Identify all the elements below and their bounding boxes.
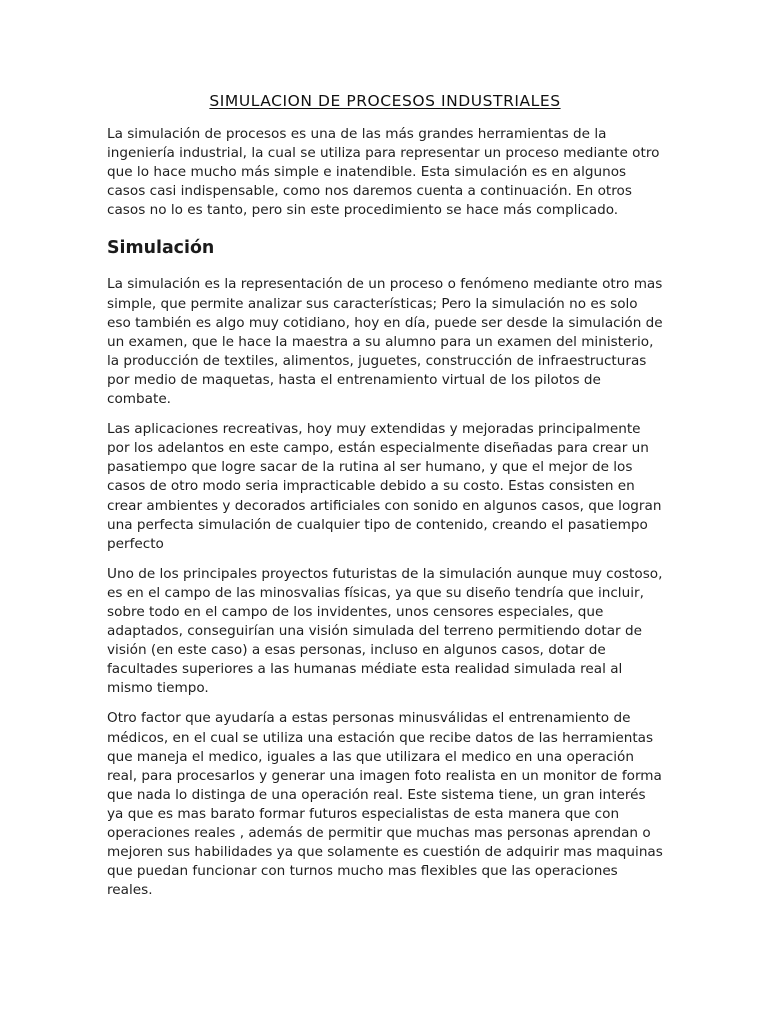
intro-paragraph: La simulación de procesos es una de las más grandes herramientas de la ingeniería industrial, la cual se utiliza para representar un proceso mediante otro que lo hace mucho más simple e inatendible. Esta simulación es en algunos casos casi indispensable, como nos daremos cuenta a continuación. En otros casos no lo es tanto, pero sin este procedimiento se hace más complicado. xyxy=(107,126,660,219)
document-page xyxy=(107,88,663,900)
body-paragraph: Uno de los principales proyectos futuristas de la simulación aunque muy costoso, es en el campo de las minosvalias físicas, ya que su diseño tendría que incluir, sobre todo en el campo de los invidentes, unos censores especiales, que adaptados, conseguirían una visión simulada del terreno permitiendo dotar de visión (en este caso) a esas personas, incluso en algunos casos, dotar de facultades superiores a las humanas médiate esta realidad simulada real al mismo tiempo. xyxy=(107,565,663,697)
body-paragraph: Otro factor que ayudaría a estas personas minusválidas el entrenamiento de médicos, en el cual se utiliza una estación que recibe datos de las herramientas que maneja el medico, iguales a las que utilizara el medico en una operación real, para procesarlos y generar una imagen foto realista en un monitor de forma que nada lo distinga de una operación real. Este sistema tiene, un gran interés ya que es mas barato formar futuros especialistas de esta manera que con operaciones reales , además de permitir que muchas mas personas aprendan o mejoren sus habilidades ya que solamente es cuestión de adquirir mas maquinas que puedan funcionar con turnos mucho mas flexibles que las operaciones reales. xyxy=(107,710,663,899)
body-paragraph: La simulación es la representación de un proceso o fenómeno mediante otro mas simple, que permite analizar sus características; Pero la simulación no es solo eso también es algo muy cotidiano, hoy en día, puede ser desde la simulación de un examen, que le hace la maestra a su alumno para un examen del ministerio, la producción de textiles, alimentos, juguetes, construcción de infraestructuras por medio de maquetas, hasta el entrenamiento virtual de los pilotos de combate. xyxy=(107,276,663,408)
section-heading: Simulación xyxy=(107,238,215,259)
body-paragraph: Las aplicaciones recreativas, hoy muy extendidas y mejoradas principalmente por los adelantos en este campo, están especialmente diseñadas para crear un pasatiempo que logre sacar de la rutina al ser humano, y que el mejor de los casos de otro modo seria impracticable debido a su costo. Estas consisten en crear ambientes y decorados artificiales con sonido en algunos casos, que logran una perfecta simulación de cualquier tipo de contenido, creando el pasatiempo perfecto xyxy=(107,421,662,552)
document-title: SIMULACION DE PROCESOS INDUSTRIALES xyxy=(209,92,561,110)
